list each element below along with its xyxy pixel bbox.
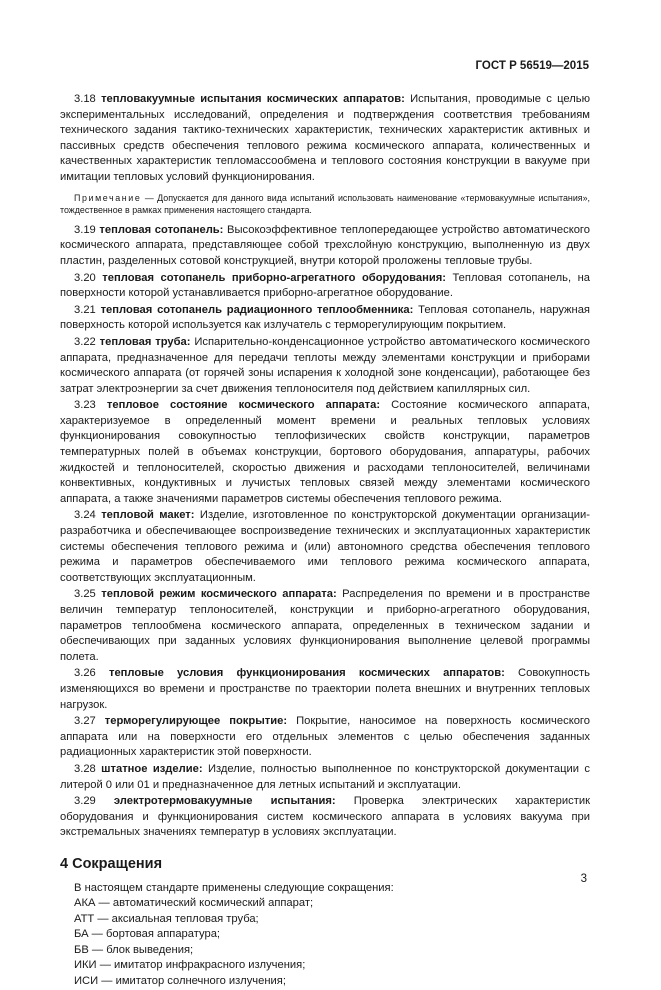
definition-term: тепловая сотопанель радиационного теплообменника: xyxy=(100,303,414,316)
definition-number: 3.19 xyxy=(74,223,96,236)
definition-number: 3.24 xyxy=(74,509,96,522)
definition-number: 3.22 xyxy=(74,335,96,348)
page-number: 3 xyxy=(580,873,587,885)
definition-text: Испытания, проводимые с целью экспериментальных исследований, определения и подтверждения соответствия требованиям технического задания тактико-технических характеристик, технических характеристик активных и пассивных средств обеспечения теплового режима космического аппарата, количественных и качественных характеристик тепломассообмена и теплового состояния конструкции в вакууме при имитации тепловых условий функционирования. xyxy=(60,93,591,183)
definition-term: тепловая сотопанель приборно-агрегатного оборудования: xyxy=(102,271,446,284)
definition-text: Изделие, изготовленное по конструкторской документации организации-разработчика и обеспечивающее воспроизведение технических и эксплуатационных характеристик системы обеспечения теплового режима и (или) автономного средства обеспечения теплового режима и параметров обеспечиваемого ими теплового режима космического аппарата, соответствующих эксплуатационным. xyxy=(60,509,591,584)
definition-3-18 xyxy=(60,92,590,186)
definition-number: 3.20 xyxy=(74,271,96,284)
definition-text: Состояние космического аппарата, характеризуемое в определенный момент времени и реальных тепловых условиях функционирования совокупностью теплофизических свойств конструкции, параметров температурных полей в объемах конструкции, бортового оборудования, аппаратуры, рабочих жидкостей и теплоносителей, скоростью движения и расходами теплоносителей, величинами конвективных, кондуктивных и лучистых тепловых связей между элементами космического аппарата, а также значениями параметров системы обеспечения теплового режима. xyxy=(60,399,590,505)
definition-3-26 xyxy=(60,666,590,713)
definition-text: Покрытие, наносимое на поверхность космического аппарата или на поверхности его отдельных элементов с целью обеспечения заданных радиационных характеристик этой поверхности. xyxy=(60,715,590,759)
definition-3-27 xyxy=(60,714,590,761)
note-label: Примечание xyxy=(74,192,142,203)
definition-3-21 xyxy=(60,303,590,334)
abbreviation-item: АТТ — аксиальная тепловая труба; xyxy=(74,912,259,925)
definition-3-24 xyxy=(60,508,590,586)
definition-number: 3.25 xyxy=(74,588,96,601)
definition-3-22 xyxy=(60,335,590,397)
definition-3-19 xyxy=(60,223,590,270)
definition-term: тепловая сотопанель: xyxy=(99,223,224,236)
definition-term: тепловакуумные испытания космических аппаратов: xyxy=(101,93,405,105)
section-intro: В настоящем стандарте применены следующие сокращения: xyxy=(74,881,394,894)
definition-text: Высокоэффективное теплопередающее устройство автоматического космического аппарата, представляющее собой трехслойную конструкцию, выполненную из двух пластин, разделенных сотовой конструкцией, внутри которой проложены тепловые трубы. xyxy=(60,223,590,267)
definition-term: штатное изделие: xyxy=(101,762,203,775)
definition-term: тепловой режим космического аппарата: xyxy=(101,588,337,601)
definition-number: 3.28 xyxy=(74,762,96,775)
abbreviation-item: БА — бортовая аппаратура; xyxy=(74,928,221,941)
definition-term: электротермовакуумные испытания: xyxy=(113,795,336,808)
definition-3-29 xyxy=(60,794,590,841)
page-content xyxy=(60,92,590,990)
definition-text: Изделие, полностью выполненное по конструкторской документации с литерой 0 или 01 и предназначенное для летных испытаний и эксплуатации. xyxy=(60,762,591,791)
definition-text: Проверка электрических характеристик оборудования и функционирования систем космического аппарата в условиях вакуума при экстремальных значениях температур в условиях эксплуатации. xyxy=(60,795,590,839)
definition-text: Испарительно-конденсационное устройство автоматического космического аппарата, предназначенное для передачи теплоты между элементами конструкции и приборами космического аппарата (от горячей зоны испарения к холодной зоне конденсации), работающее без затрат электроэнергии за счет движения теплоносителя под действием капиллярных сил. xyxy=(60,335,590,395)
definition-3-25 xyxy=(60,587,590,665)
abbreviation-item: БВ — блок выведения; xyxy=(74,943,194,956)
definition-number: 3.18 xyxy=(74,93,96,105)
definition-text: Тепловая сотопанель, наружная поверхность которой используется как излучатель с терморегулирующим покрытием. xyxy=(60,303,590,332)
definition-number: 3.29 xyxy=(74,795,96,808)
abbreviation-item: ИСИ — имитатор солнечного излучения; xyxy=(74,975,286,988)
definition-number: 3.21 xyxy=(74,303,96,316)
definition-3-23 xyxy=(60,398,590,507)
definition-3-20 xyxy=(60,271,590,302)
definition-number: 3.27 xyxy=(74,715,96,728)
note xyxy=(60,192,590,217)
definition-text: Совокупность изменяющихся во времени и пространстве по траектории полета внешних и внутренних тепловых нагрузок. xyxy=(60,667,591,711)
abbreviation-item: ИКИ — имитатор инфракрасного излучения; xyxy=(74,959,306,972)
note-text: — Допускается для данного вида испытаний использовать наименование «термовакуумные испытания», тождественное в рамках применения настоящего стандарта. xyxy=(60,192,590,216)
definition-text: Распределения по времени и в пространстве величин температур теплоносителей, конструкции и приборно-агрегатного оборудования, параметров теплообмена космического аппарата, определенных в техническом задании и обеспечивающих при заданных условиях функционирования выполнение целевой программы полета. xyxy=(60,588,591,663)
definition-term: тепловая труба: xyxy=(99,335,191,348)
definition-term: тепловой макет: xyxy=(101,509,195,522)
definition-number: 3.23 xyxy=(74,399,96,412)
definition-3-28 xyxy=(60,762,590,793)
definition-number: 3.26 xyxy=(74,667,96,680)
abbreviation-item: АКА — автоматический космический аппарат; xyxy=(74,897,314,910)
abbreviations-list xyxy=(60,896,590,990)
definition-term: тепловое состояние космического аппарата: xyxy=(106,399,381,412)
document-code: ГОСТ Р 56519—2015 xyxy=(475,60,589,72)
definition-text: Тепловая сотопанель, на поверхности которой устанавливается приборно-агрегатное оборудование. xyxy=(60,271,590,300)
definitions-list xyxy=(60,223,590,841)
definition-term: терморегулирующее покрытие: xyxy=(104,715,288,728)
section-title: 4 Сокращения xyxy=(60,855,163,872)
definition-term: тепловые условия функционирования космических аппаратов: xyxy=(108,667,505,680)
